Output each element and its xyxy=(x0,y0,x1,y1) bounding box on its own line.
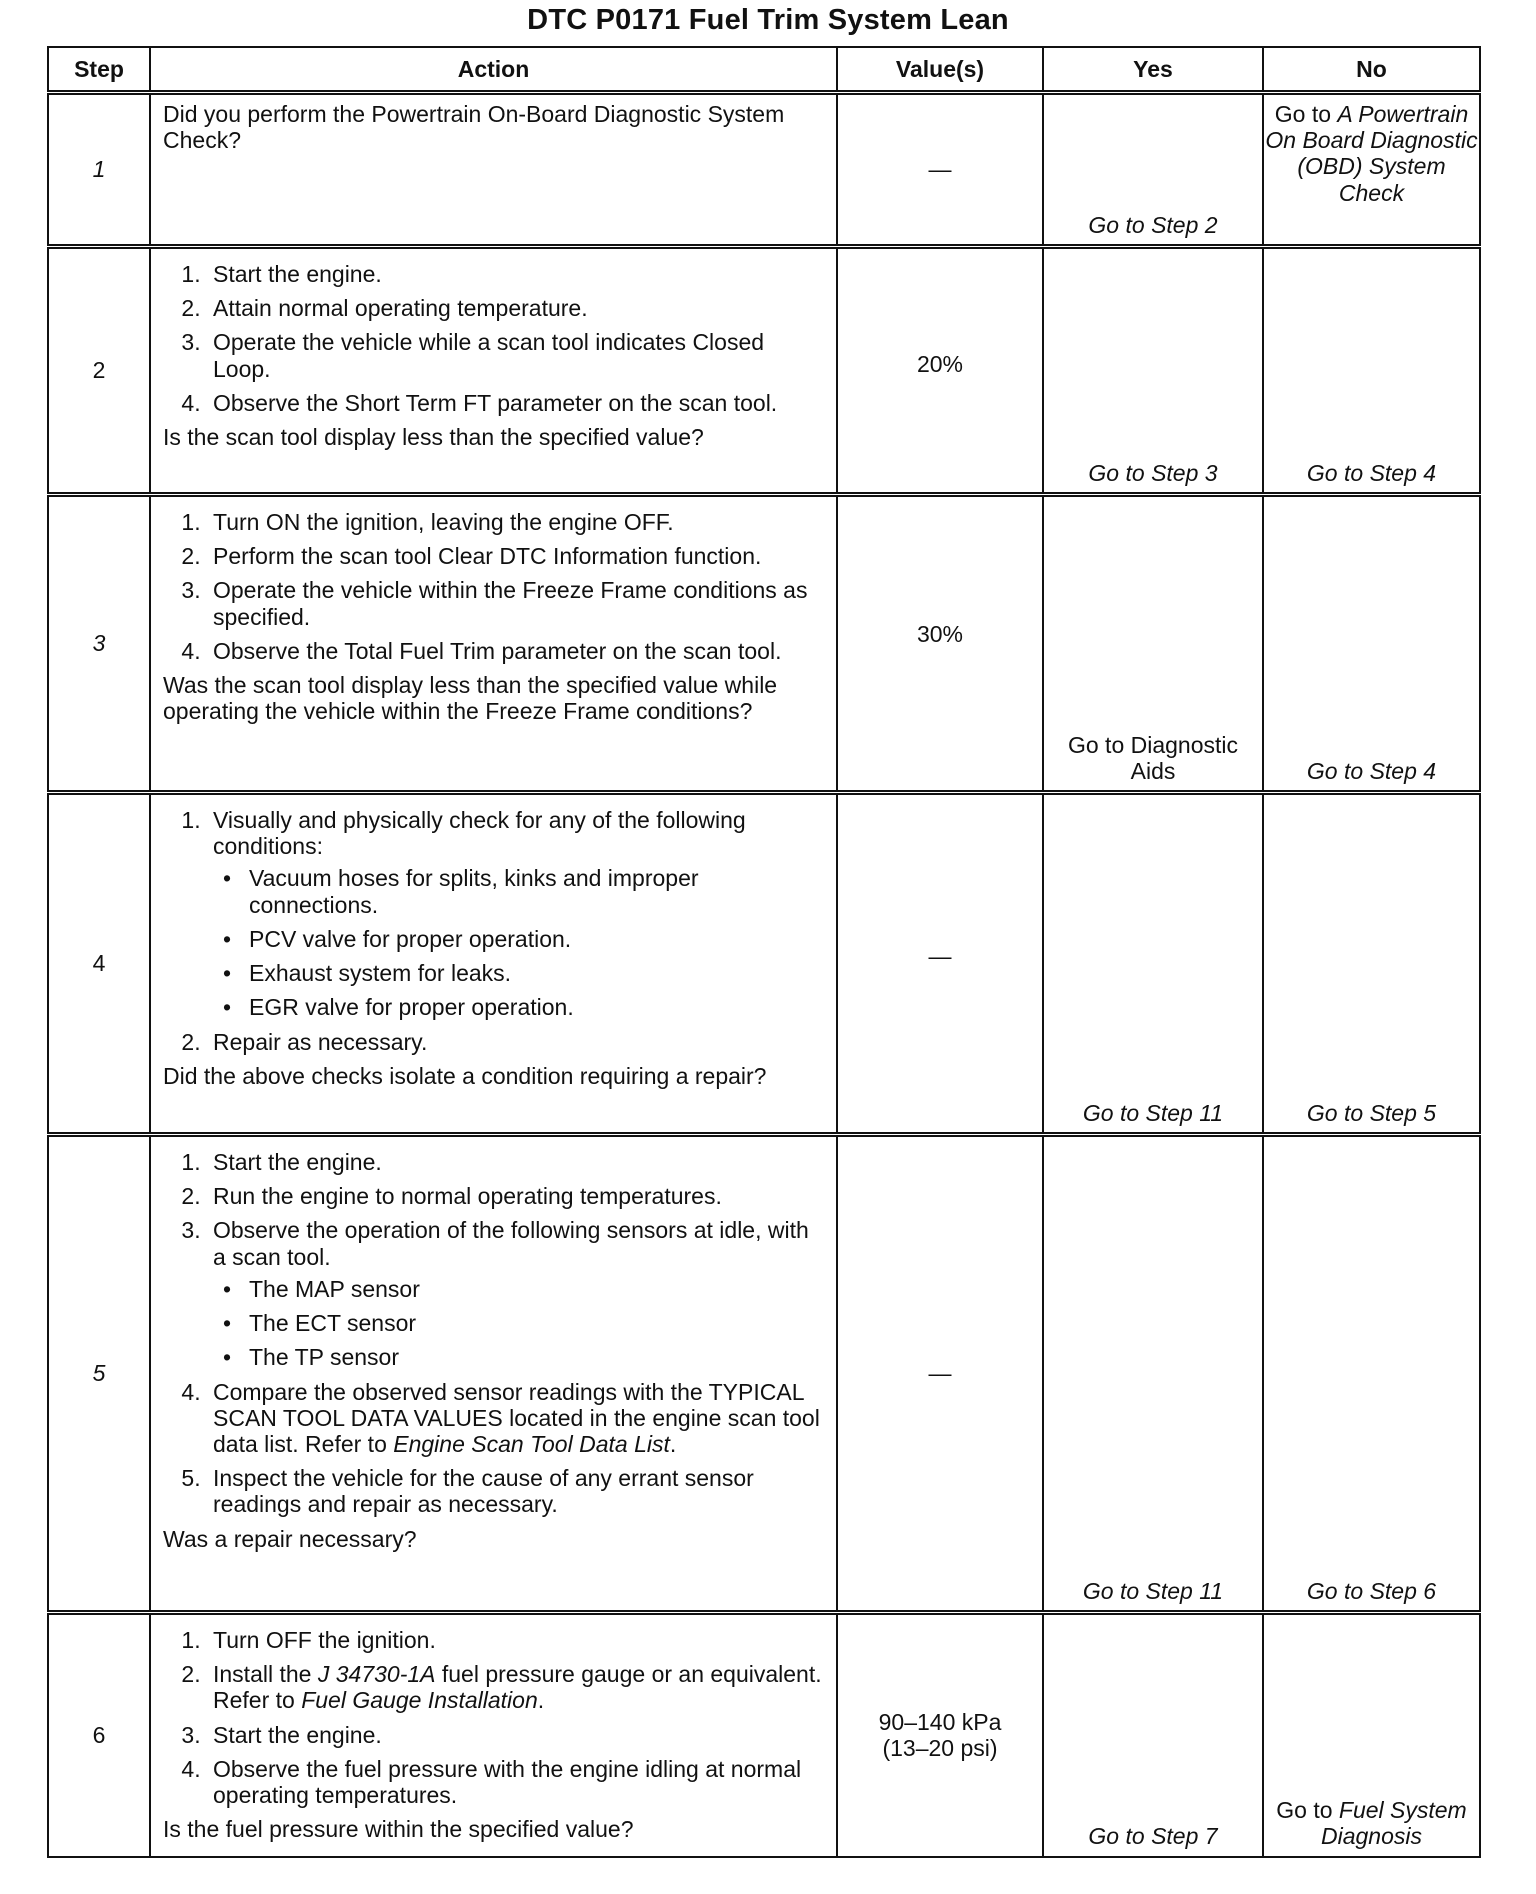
table-row xyxy=(48,247,1480,495)
yes-cell: Go to Diagnostic Aids xyxy=(1043,495,1263,793)
no-reference: Fuel System Diagnosis xyxy=(1321,1797,1467,1850)
sensor-item: • The TP sensor xyxy=(241,1344,826,1370)
question-text: Did you perform the Powertrain On-Board Diagnostic System Check? xyxy=(163,101,785,154)
procedure-step-text: Observe the operation of the following sensors at idle, with a scan tool. xyxy=(213,1217,809,1270)
diagnostic-table xyxy=(47,46,1481,1858)
no-cell xyxy=(1263,93,1480,247)
no-cell: Go to Step 5 xyxy=(1263,793,1480,1135)
value-cell: — xyxy=(837,793,1043,1135)
no-prefix: Go to xyxy=(1276,1797,1339,1824)
procedure-step: 4. Observe the Total Fuel Trim parameter on the scan tool. xyxy=(207,638,826,664)
procedure-list xyxy=(163,509,826,664)
table-row xyxy=(48,495,1480,793)
question-text: Is the fuel pressure within the specified value? xyxy=(163,1816,634,1843)
question-text: Did the above checks isolate a condition requiring a repair? xyxy=(163,1062,767,1089)
table-row xyxy=(48,1613,1480,1857)
condition-item: • Exhaust system for leaks. xyxy=(241,960,826,986)
sensor-item: • The ECT sensor xyxy=(241,1310,826,1336)
procedure-step: 2. Repair as necessary. xyxy=(207,1029,826,1055)
page-title: DTC P0171 Fuel Trim System Lean xyxy=(527,4,1009,36)
procedure-step xyxy=(207,1217,826,1370)
procedure-step: 3. Start the engine. xyxy=(207,1722,826,1748)
procedure-step: 1. Turn OFF the ignition. xyxy=(207,1627,826,1653)
step-number: 6 xyxy=(48,1613,150,1857)
procedure-step: 2. Perform the scan tool Clear DTC Information function. xyxy=(207,543,826,569)
step-number: 4 xyxy=(48,793,150,1135)
step-number: 3 xyxy=(48,495,150,793)
step-number: 2 xyxy=(48,247,150,495)
yes-cell: Go to Step 3 xyxy=(1043,247,1263,495)
action-cell xyxy=(150,93,837,247)
procedure-step xyxy=(207,1661,826,1713)
step-number: 5 xyxy=(48,1135,150,1613)
no-cell: Go to Step 4 xyxy=(1263,247,1480,495)
question-text: Was a repair necessary? xyxy=(163,1525,417,1552)
procedure-list xyxy=(163,807,826,1055)
sensor-list xyxy=(213,1276,826,1371)
procedure-step: 5. Inspect the vehicle for the cause of any errant sensor readings and repair as necessary. xyxy=(207,1465,826,1517)
procedure-list xyxy=(163,261,826,416)
procedure-step-text: Visually and physically check for any of the following conditions: xyxy=(213,807,746,860)
condition-list xyxy=(213,865,826,1020)
yes-cell: Go to Step 7 xyxy=(1043,1613,1263,1857)
action-cell xyxy=(150,1135,837,1613)
table-row xyxy=(48,1135,1480,1613)
value-cell: 30% xyxy=(837,495,1043,793)
action-cell xyxy=(150,247,837,495)
header-yes: Yes xyxy=(1043,47,1263,93)
procedure-step: 1. Start the engine. xyxy=(207,1149,826,1175)
sensor-item: • The MAP sensor xyxy=(241,1276,826,1302)
header-row xyxy=(48,47,1480,93)
no-prefix: Go to xyxy=(1274,101,1338,127)
procedure-step: 4. Observe the Short Term FT parameter on the scan tool. xyxy=(207,390,826,416)
action-cell xyxy=(150,793,837,1135)
condition-item: • Vacuum hoses for splits, kinks and improper connections. xyxy=(241,865,826,917)
step-number: 1 xyxy=(48,93,150,247)
yes-cell: Go to Step 11 xyxy=(1043,793,1263,1135)
action-cell xyxy=(150,1613,837,1857)
table-row xyxy=(48,93,1480,247)
procedure-step: 1. Start the engine. xyxy=(207,261,826,287)
period: . xyxy=(669,1430,677,1457)
procedure-step: 4. Observe the fuel pressure with the engine idling at normal operating temperatures. xyxy=(207,1756,826,1808)
procedure-list xyxy=(163,1149,826,1518)
header-values: Value(s) xyxy=(837,47,1043,93)
no-cell: Go to Step 4 xyxy=(1263,495,1480,793)
procedure-step: 3. Operate the vehicle within the Freeze Frame conditions as specified. xyxy=(207,577,826,629)
yes-cell: Go to Step 2 xyxy=(1043,93,1263,247)
yes-cell: Go to Step 11 xyxy=(1043,1135,1263,1613)
procedure-step: 3. Operate the vehicle while a scan tool indicates Closed Loop. xyxy=(207,329,826,381)
procedure-step: 2. Run the engine to normal operating temperatures. xyxy=(207,1183,826,1209)
reference-link: Engine Scan Tool Data List xyxy=(393,1430,670,1457)
value-cell: 20% xyxy=(837,247,1043,495)
procedure-step xyxy=(207,807,826,1021)
procedure-step xyxy=(207,1379,826,1458)
no-reference: A Powertrain On Board Diagnostic (OBD) System Check xyxy=(1265,101,1478,206)
question-text: Is the scan tool display less than the specified value? xyxy=(163,424,704,451)
procedure-step-text: Compare the observed sensor readings with the TYPICAL SCAN TOOL DATA VALUES located in the engine scan tool data list. Refer to xyxy=(213,1378,820,1457)
no-cell xyxy=(1263,1613,1480,1857)
condition-item: • PCV valve for proper operation. xyxy=(241,926,826,952)
value-kpa: 90–140 kPa xyxy=(878,1709,1002,1736)
value-cell: — xyxy=(837,93,1043,247)
procedure-step: 1. Turn ON the ignition, leaving the engine OFF. xyxy=(207,509,826,535)
action-cell xyxy=(150,495,837,793)
header-step: Step xyxy=(48,47,150,93)
header-action: Action xyxy=(150,47,837,93)
table-row xyxy=(48,793,1480,1135)
no-cell: Go to Step 6 xyxy=(1263,1135,1480,1613)
question-text: Was the scan tool display less than the specified value while operating the vehicle within the Freeze Frame conditions? xyxy=(163,672,778,725)
header-no: No xyxy=(1263,47,1480,93)
procedure-step-text: fuel pressure gauge or an equivalent. Refer to xyxy=(213,1661,822,1714)
tool-number: J 34730-1A xyxy=(317,1661,436,1688)
value-cell: — xyxy=(837,1135,1043,1613)
reference-link: Fuel Gauge Installation xyxy=(301,1687,538,1714)
procedure-step: 2. Attain normal operating temperature. xyxy=(207,295,826,321)
procedure-step-text: Install the xyxy=(213,1661,318,1688)
period: . xyxy=(537,1687,545,1714)
value-psi: (13–20 psi) xyxy=(882,1735,998,1762)
condition-item: • EGR valve for proper operation. xyxy=(241,994,826,1020)
value-cell xyxy=(837,1613,1043,1857)
procedure-list xyxy=(163,1627,826,1808)
